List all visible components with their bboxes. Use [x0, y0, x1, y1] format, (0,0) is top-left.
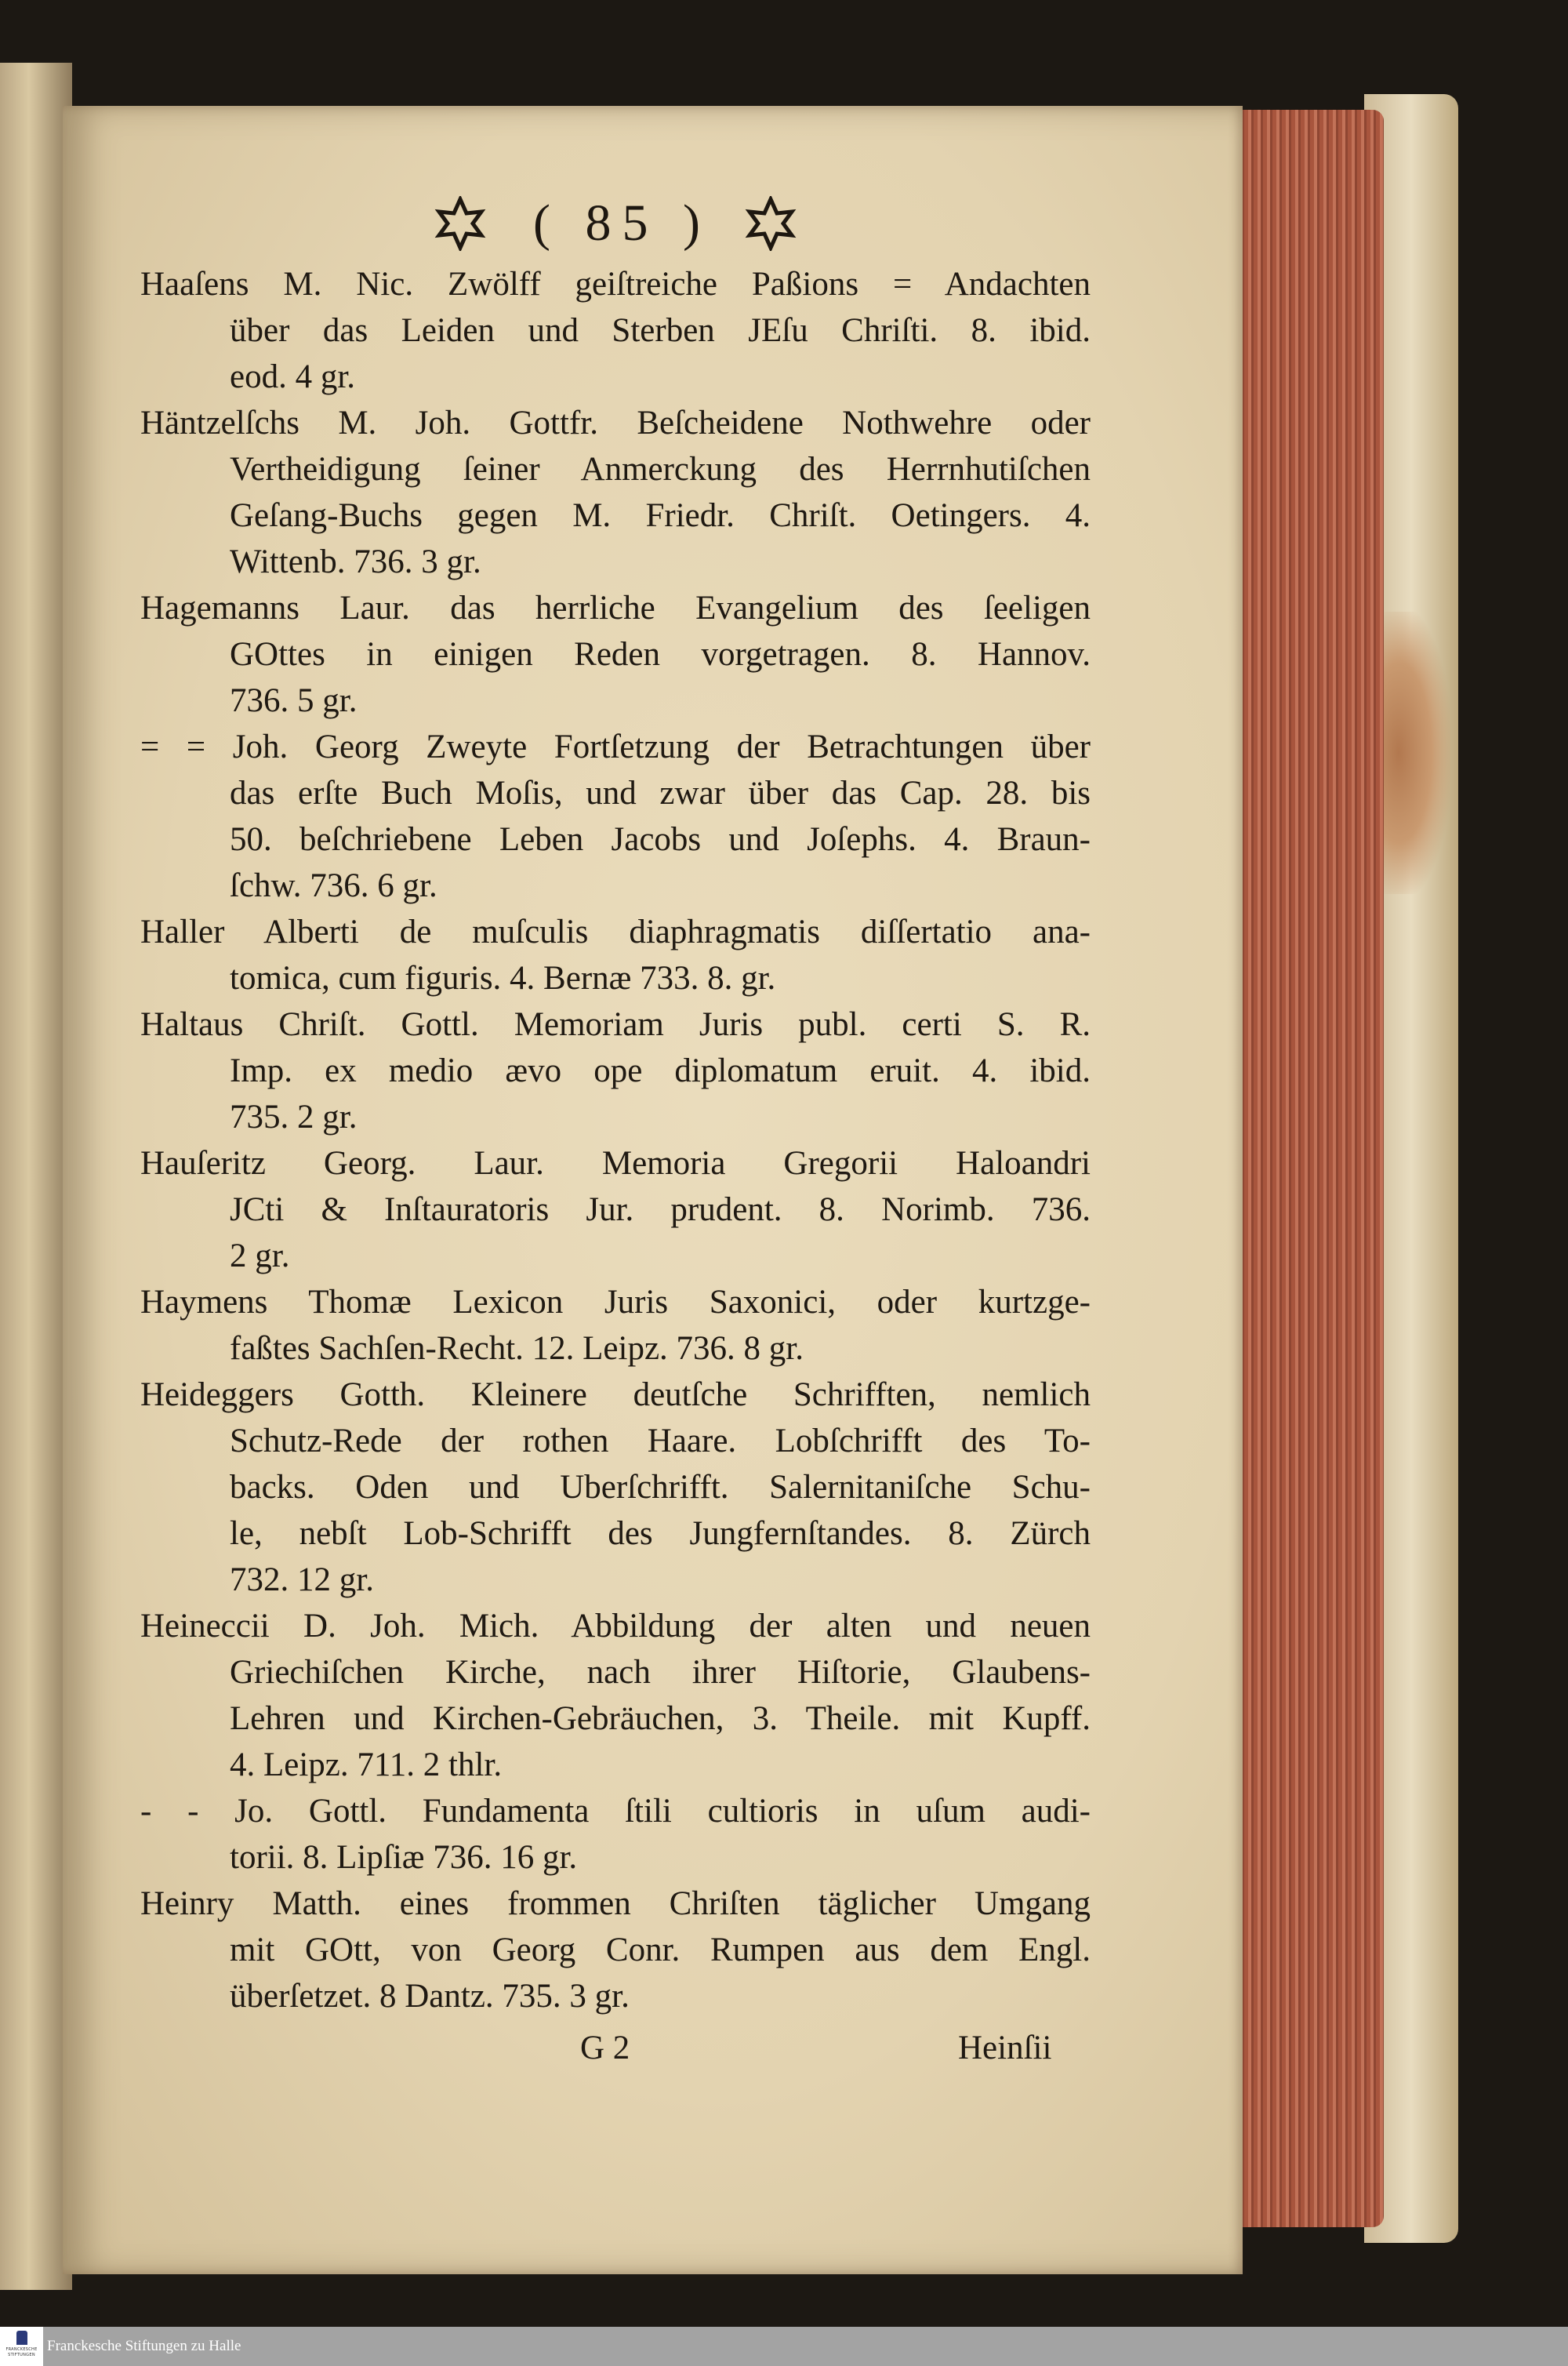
entry-continuation-line: das erſte Buch Moſis, und zwar über das Cap. 28. bis — [230, 775, 1091, 812]
entry-first-line: Haltaus Chriſt. Gottl. Memoriam Juris publ. certi S. R. — [140, 1006, 1091, 1043]
institution-logo — [0, 2327, 43, 2366]
entry-continuation-line: ſchw. 736. 6 gr. — [230, 867, 437, 904]
catalog-entry — [140, 261, 1091, 400]
catchword: Heinſii — [958, 2030, 1052, 2066]
page-header — [0, 196, 1568, 251]
six-pointed-star-icon — [743, 196, 798, 251]
entry-continuation-line: mit GOtt, von Georg Conr. Rumpen aus dem Engl. — [230, 1932, 1091, 1968]
catalog-entry — [140, 724, 1091, 909]
entry-first-line: Hauſeritz Georg. Laur. Memoria Gregorii Haloandri — [140, 1145, 1091, 1182]
institution-name: Franckesche Stiftungen zu Halle — [47, 2338, 241, 2354]
signature-mark: G 2 — [580, 2030, 630, 2066]
entry-continuation-line: Lehren und Kirchen-Gebräuchen, 3. Theile. mit Kupff. — [230, 1700, 1091, 1737]
page-block-edges — [1235, 110, 1384, 2227]
entry-first-line: Heineccii D. Joh. Mich. Abbildung der alten und neuen — [140, 1608, 1091, 1645]
entry-continuation-line: 50. beſchriebene Leben Jacobs und Joſephs. 4. Braun- — [230, 821, 1091, 858]
entry-first-line: = = Joh. Georg Zweyte Fortſetzung der Betrachtungen über — [140, 729, 1091, 765]
entry-continuation-line: Vertheidigung ſeiner Anmerckung des Herrnhutiſchen — [230, 451, 1091, 488]
catalog-entry — [140, 1603, 1091, 1788]
entry-continuation-line: Wittenb. 736. 3 gr. — [230, 543, 481, 580]
entry-continuation-line: JCti & Inſtauratoris Jur. prudent. 8. Norimb. 736. — [230, 1191, 1091, 1228]
catalog-entry — [140, 400, 1091, 585]
entry-continuation-line: Geſang-Buchs gegen M. Friedr. Chriſt. Oetingers. 4. — [230, 497, 1091, 534]
entry-continuation-line: Imp. ex medio ævo ope diplomatum eruit. 4. ibid. — [230, 1052, 1091, 1089]
entry-continuation-line: tomica, cum figuris. 4. Bernæ 733. 8. gr. — [230, 960, 776, 997]
entry-first-line: Hagemanns Laur. das herrliche Evangelium des ſeeligen — [140, 590, 1091, 627]
entry-continuation-line: 732. 12 gr. — [230, 1561, 374, 1598]
logo-text: FRANCKESCHE STIFTUNGEN — [5, 2347, 38, 2357]
entry-continuation-line: 736. 5 gr. — [230, 682, 358, 719]
entry-continuation-line: backs. Oden und Uberſchrifft. Salernitaniſche Schu- — [230, 1469, 1091, 1506]
entry-continuation-line: überſetzet. 8 Dantz. 735. 3 gr. — [230, 1978, 630, 2015]
catalog-entry — [140, 1372, 1091, 1603]
entry-continuation-line: faßtes Sachſen-Recht. 12. Leipz. 736. 8 gr. — [230, 1330, 804, 1367]
entry-first-line: Heinry Matth. eines frommen Chriſten täglicher Umgang — [140, 1885, 1091, 1922]
entry-first-line: Häntzelſchs M. Joh. Gottfr. Beſcheidene Nothwehre oder — [140, 405, 1091, 442]
catalog-entry — [140, 1788, 1091, 1881]
catalog-entry — [140, 909, 1091, 1001]
footer-bar — [0, 2327, 1568, 2366]
catalog-entry — [140, 1279, 1091, 1372]
entry-continuation-line: GOttes in einigen Reden vorgetragen. 8. Hannov. — [230, 636, 1091, 673]
entry-continuation-line: 735. 2 gr. — [230, 1099, 358, 1136]
entry-first-line: Haaſens M. Nic. Zwölff geiſtreiche Paßions = Andachten — [140, 266, 1091, 303]
entry-continuation-line: über das Leiden und Sterben JEſu Chriſti. 8. ibid. — [230, 312, 1091, 349]
catalog-entries — [140, 261, 1091, 2019]
catalog-entry — [140, 585, 1091, 724]
entry-continuation-line: Schutz-Rede der rothen Haare. Lobſchrifft des To- — [230, 1423, 1091, 1459]
catalog-entry — [140, 1001, 1091, 1140]
entry-continuation-line: le, nebſt Lob-Schrifft des Jungfernſtandes. 8. Zürch — [230, 1515, 1091, 1552]
page-number: ( 85 ) — [533, 194, 711, 252]
six-pointed-star-icon — [433, 196, 488, 251]
entry-continuation-line: 4. Leipz. 711. 2 thlr. — [230, 1746, 503, 1783]
entry-continuation-line: Griechiſchen Kirche, nach ihrer Hiſtorie, Glaubens- — [230, 1654, 1091, 1691]
catalog-entry — [140, 1881, 1091, 2019]
entry-continuation-line: 2 gr. — [230, 1238, 290, 1274]
entry-first-line: Heideggers Gotth. Kleinere deutſche Schrifften, nemlich — [140, 1376, 1091, 1413]
entry-first-line: Haller Alberti de muſculis diaphragmatis diſſertatio ana- — [140, 914, 1091, 950]
entry-continuation-line: torii. 8. Lipſiæ 736. 16 gr. — [230, 1839, 578, 1876]
entry-first-line: - - Jo. Gottl. Fundamenta ſtili cultioris in uſum audi- — [140, 1793, 1091, 1830]
entry-continuation-line: eod. 4 gr. — [230, 358, 356, 395]
catalog-entry — [140, 1140, 1091, 1279]
facing-page-edge — [0, 63, 72, 2290]
page-foot — [0, 2025, 1568, 2071]
logo-figure-icon — [16, 2331, 27, 2345]
entry-first-line: Haymens Thomæ Lexicon Juris Saxonici, oder kurtzge- — [140, 1284, 1091, 1321]
